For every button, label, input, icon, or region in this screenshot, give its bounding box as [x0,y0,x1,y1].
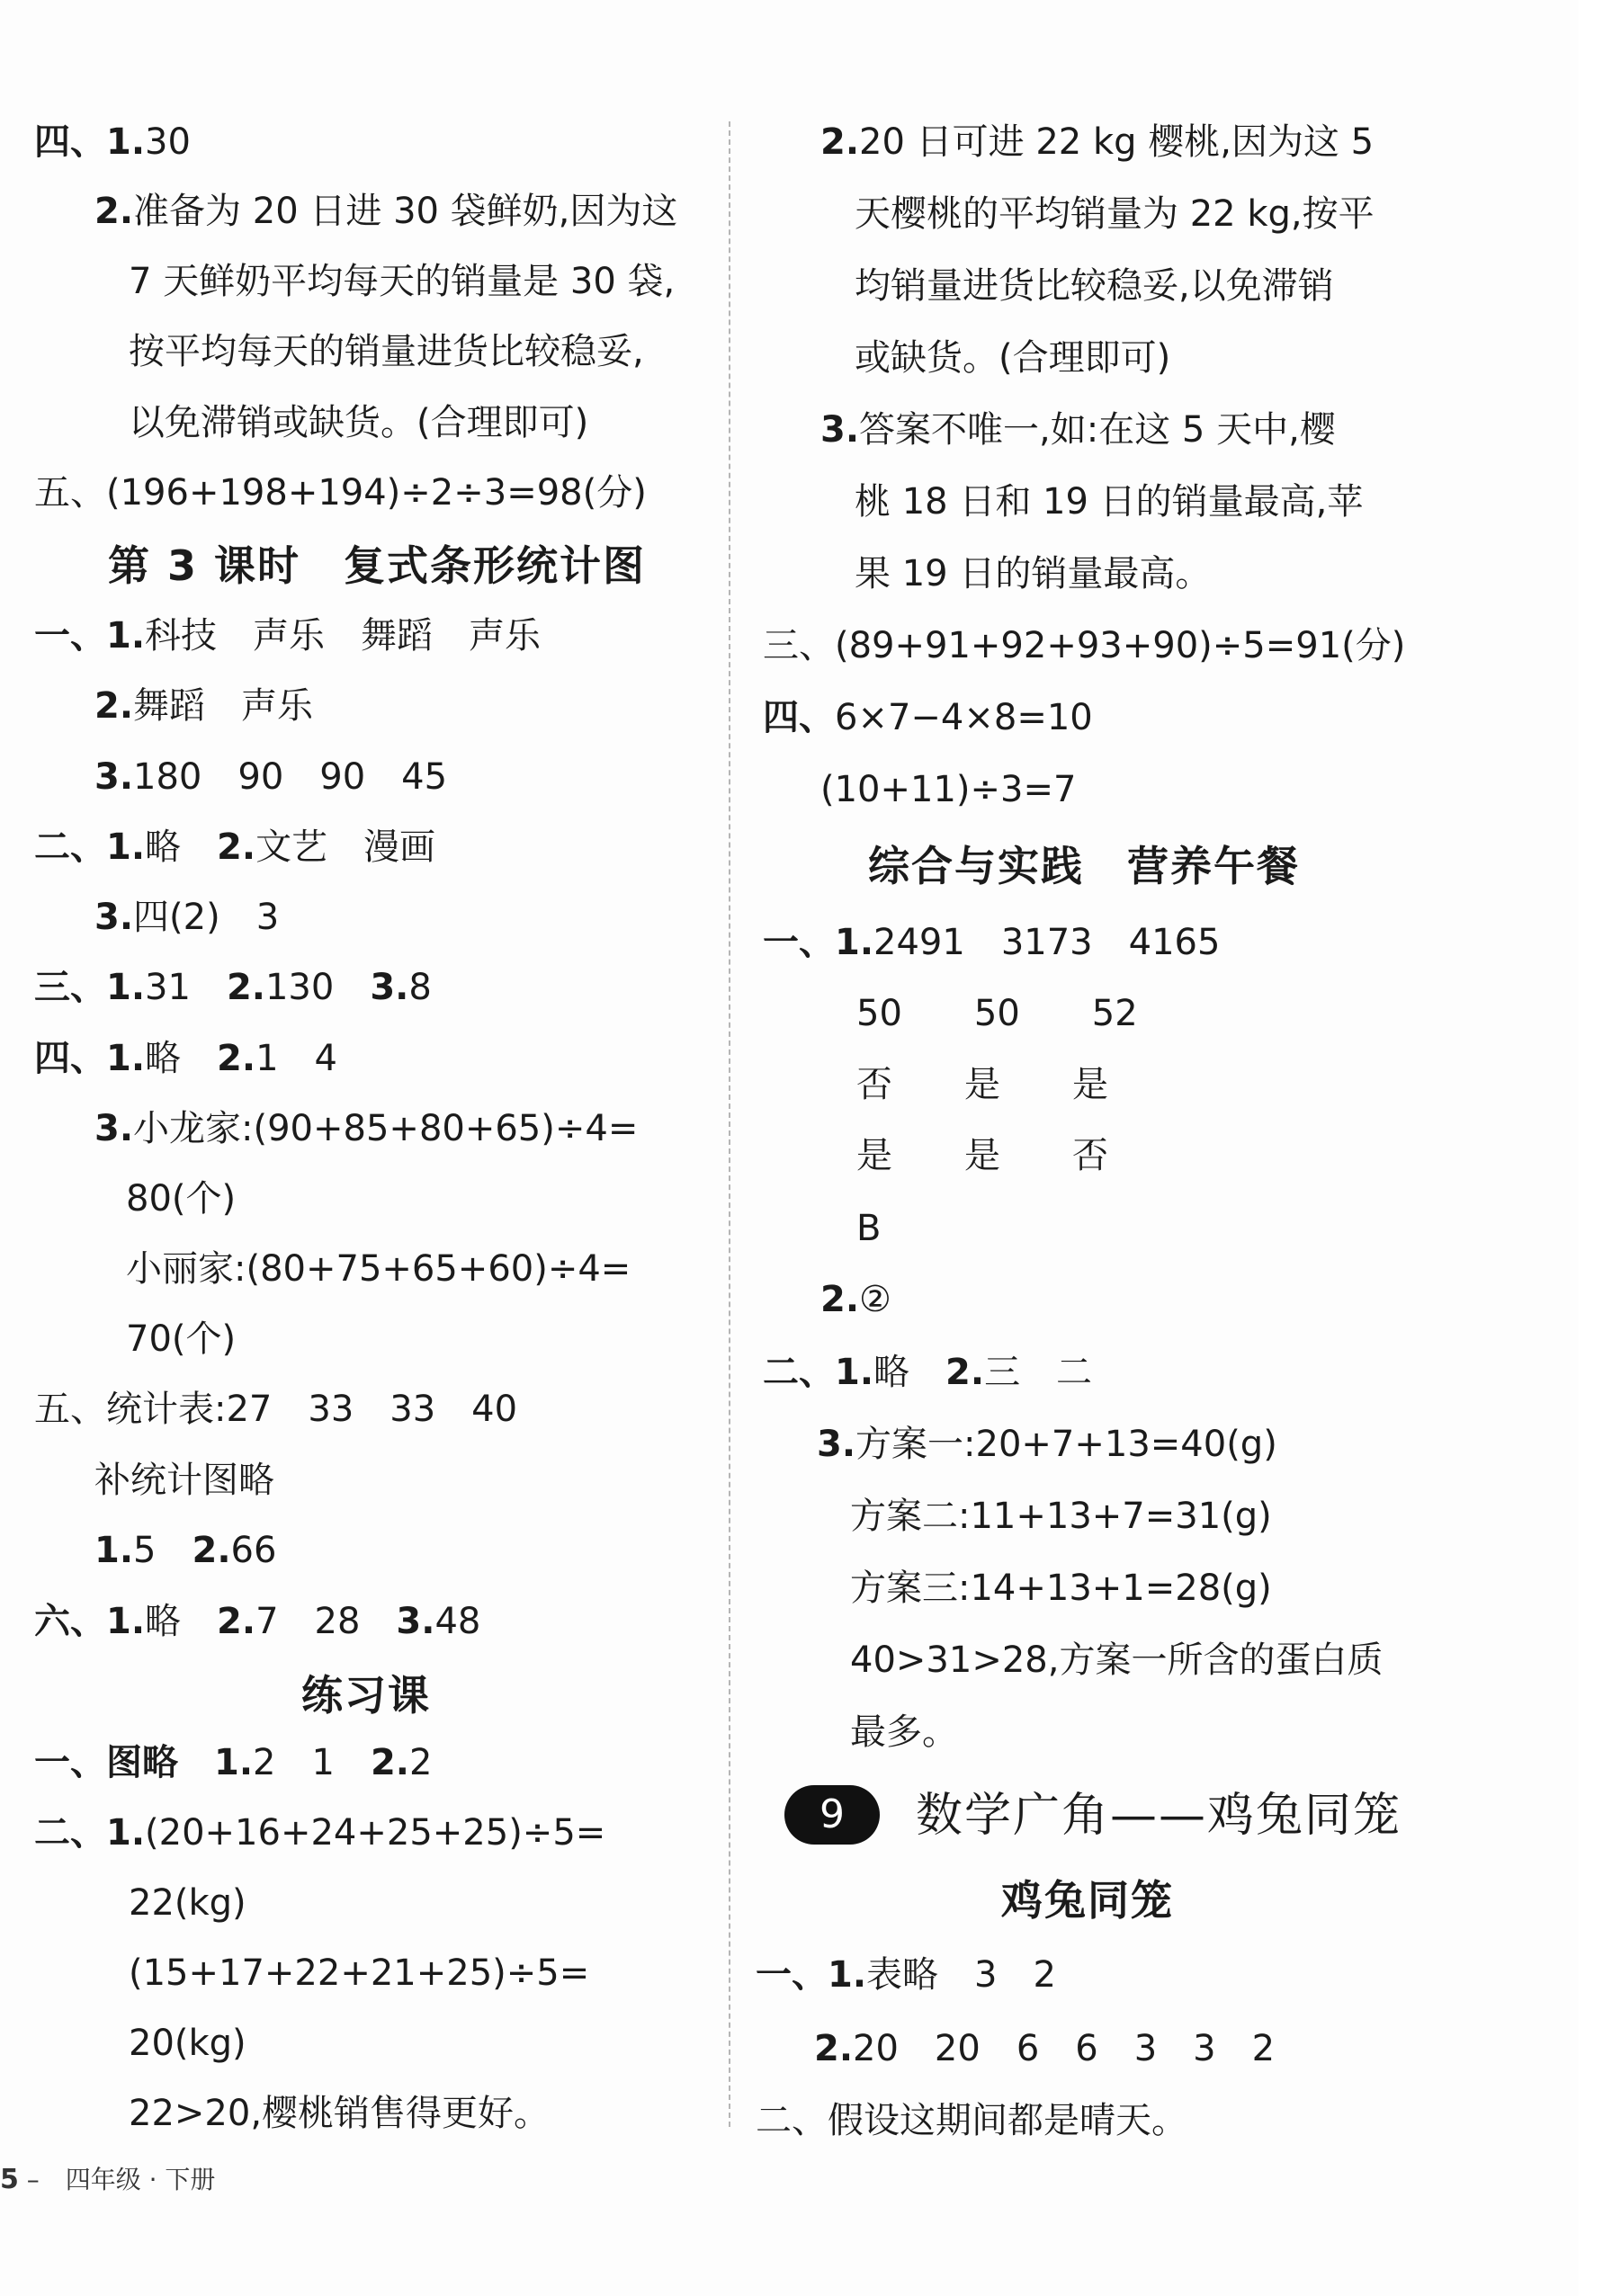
answer-line: 二、1.(20+16+24+25+25)÷5= [34,1812,606,1854]
answer-line: 补统计图略 [94,1460,274,1501]
answer-line: 均销量进货比较稳妥,以免滞销 [855,265,1334,307]
answer-line: 二、假设这期间都是晴天。 [756,2100,1187,2141]
answer-line: B [856,1208,882,1249]
page-number: 5 [0,2164,19,2195]
answer-line: 四、6×7−4×8=10 [763,697,1093,738]
answer-line: 四、1.30 [34,121,191,163]
answer-line: 六、1.略 2.7 28 3.48 [34,1601,481,1642]
footer-dash: – [18,2165,48,2194]
answer-line: 1.5 2.66 [94,1530,277,1571]
answer-line: 40>31>28,方案一所含的蛋白质 [850,1639,1384,1681]
answer-line: 或缺货。(合理即可) [855,337,1171,379]
answer-line: 2.20 日可进 22 kg 樱桃,因为这 5 [820,121,1375,163]
answer-line: 果 19 日的销量最高。 [855,553,1212,594]
answer-line: 二、1.略 2.文艺 漫画 [34,826,436,868]
answer-line: 一、1.科技 声乐 舞蹈 声乐 [34,615,542,657]
answer-line: 二、1.略 2.三 二 [763,1352,1093,1393]
answer-line: 否 是 是 [856,1064,1108,1105]
answer-line: 一、1.表略 3 2 [756,1954,1056,1996]
answer-line: (10+11)÷3=7 [820,769,1077,810]
answer-line: 方案二:11+13+7=31(g) [850,1496,1272,1537]
answer-line: 3.答案不唯一,如:在这 5 天中,樱 [820,409,1336,451]
answer-line: 3.方案一:20+7+13=40(g) [817,1424,1277,1465]
answer-line: 2.准备为 20 日进 30 袋鲜奶,因为这 [94,191,678,232]
answer-line: 桃 18 日和 19 日的销量最高,苹 [855,481,1364,523]
unit-title: 数学广角——鸡兔同笼 [916,1789,1402,1843]
answer-line: 五、统计表:27 33 33 40 [34,1389,518,1430]
answer-line: 最多。 [850,1711,958,1753]
answer-line: 一、图略 1.2 1 2.2 [34,1742,433,1783]
answer-line: 以免滞销或缺货。(合理即可) [129,402,589,443]
answer-line: 80(个) [126,1178,237,1219]
answer-line: 小丽家:(80+75+65+60)÷4= [126,1248,631,1290]
answer-line: 五、(196+198+194)÷2÷3=98(分) [34,472,647,514]
section-heading: 综合与实践 营养午餐 [868,842,1300,890]
answer-line: 70(个) [126,1318,237,1360]
answer-line: 一、1.2491 3173 4165 [763,922,1221,963]
section-heading: 练习课 [301,1671,431,1720]
section-heading: 鸡兔同笼 [1001,1876,1174,1925]
answer-line: 7 天鲜奶平均每天的销量是 30 袋, [129,261,676,302]
answer-line: 三、(89+91+92+93+90)÷5=91(分) [763,625,1406,666]
section-heading: 第 3 课时 复式条形统计图 [108,541,647,590]
answer-line: 三、1.31 2.130 3.8 [34,967,432,1008]
column-divider [729,121,730,2127]
unit-number-badge: 9 [784,1785,880,1845]
answer-line: 天樱桃的平均销量为 22 kg,按平 [855,193,1375,235]
answer-line: (15+17+22+21+25)÷5= [129,1952,590,1994]
answer-line: 20(kg) [129,2023,246,2064]
answer-line: 3.四(2) 3 [94,897,280,938]
grade-label: 四年级 · 下册 [65,2165,216,2194]
page-footer [0,2160,215,2196]
answer-line: 3.小龙家:(90+85+80+65)÷4= [94,1108,639,1149]
answer-line: 3.180 90 90 45 [94,756,448,798]
answer-line: 按平均每天的销量进货比较稳妥, [129,331,644,372]
answer-line: 方案三:14+13+1=28(g) [850,1568,1272,1609]
answer-line: 四、1.略 2.1 4 [34,1038,337,1079]
answer-line: 是 是 否 [856,1135,1108,1176]
answer-line: 22(kg) [129,1882,246,1924]
answer-line: 22>20,樱桃销售得更好。 [129,2093,551,2134]
answer-line: 2.② [820,1279,891,1320]
answer-line: 2.20 20 6 6 3 3 2 [814,2028,1276,2069]
answer-line: 2.舞蹈 声乐 [94,685,314,727]
answer-line: 50 50 52 [856,993,1138,1034]
